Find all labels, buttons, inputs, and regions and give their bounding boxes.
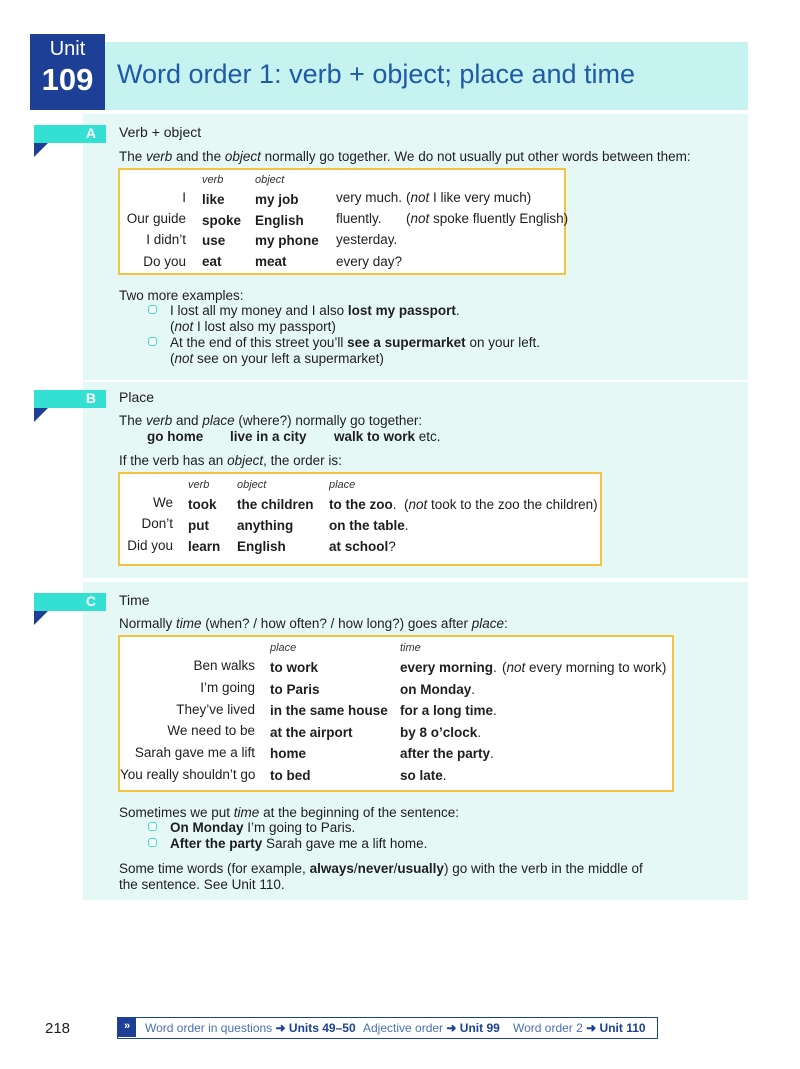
place-example-bold: walk to work bbox=[334, 429, 416, 444]
row-time bbox=[400, 768, 447, 783]
row-verb: like bbox=[202, 192, 225, 207]
row-note bbox=[502, 660, 666, 675]
text-run: (when? / how often? / how long?) goes after bbox=[201, 616, 472, 631]
text-run: . bbox=[442, 768, 447, 783]
title-bar bbox=[105, 42, 748, 110]
text-run: I lost also my passport) bbox=[193, 319, 336, 334]
cross-reference-bar bbox=[117, 1017, 658, 1039]
text-run: . bbox=[404, 518, 409, 533]
text-run: I’m going to Paris. bbox=[243, 820, 356, 835]
row-place bbox=[329, 518, 409, 533]
row-object: English bbox=[255, 213, 304, 228]
text-run: On Monday bbox=[170, 820, 244, 835]
section-a-marker bbox=[34, 143, 48, 157]
row-place bbox=[329, 497, 397, 512]
text-run: / bbox=[393, 861, 398, 876]
row-subject: You really shouldn’t go bbox=[120, 767, 256, 782]
section-c-heading: Time bbox=[119, 592, 150, 608]
text-run: . bbox=[477, 725, 482, 740]
row-place bbox=[329, 539, 396, 554]
text-run: usually bbox=[397, 861, 444, 876]
col-header-object: object bbox=[255, 174, 285, 186]
text-run: on your left. bbox=[465, 335, 540, 350]
section-a-tab: A bbox=[34, 125, 106, 143]
section-b-intro bbox=[119, 413, 422, 429]
footer-link-adjective-order[interactable] bbox=[363, 1021, 500, 1035]
text-run: on the table bbox=[329, 518, 405, 533]
row-note bbox=[406, 211, 568, 226]
row-subject: Don’t bbox=[141, 516, 173, 531]
closing-line bbox=[119, 861, 643, 877]
row-note bbox=[404, 497, 598, 512]
col-header-time: time bbox=[400, 642, 421, 654]
text-run: not bbox=[410, 190, 430, 205]
text-run: see a supermarket bbox=[347, 335, 466, 350]
row-place: in the same house bbox=[270, 703, 388, 718]
row-subject: I didn’t bbox=[146, 232, 186, 247]
text-run: place bbox=[202, 413, 235, 428]
text-run: verb bbox=[146, 413, 173, 428]
text-run: Normally bbox=[119, 616, 177, 631]
section-a-intro bbox=[119, 149, 691, 165]
row-subject: We need to be bbox=[167, 723, 255, 738]
text-run: ( bbox=[502, 660, 507, 675]
bullet-icon bbox=[148, 838, 157, 847]
row-subject: I’m going bbox=[200, 680, 255, 695]
text-run: to the zoo bbox=[329, 497, 393, 512]
footer-link-ref: ➜ Units 49–50 bbox=[275, 1021, 356, 1035]
row-time bbox=[400, 725, 481, 740]
row-verb: took bbox=[188, 497, 217, 512]
row-verb: learn bbox=[188, 539, 221, 554]
row-place: to work bbox=[270, 660, 319, 675]
row-time bbox=[400, 703, 497, 718]
text-run: ( bbox=[404, 497, 409, 512]
col-header-verb: verb bbox=[188, 479, 210, 491]
row-place: to Paris bbox=[270, 682, 320, 697]
row-verb: eat bbox=[202, 254, 222, 269]
example-line bbox=[170, 303, 460, 319]
text-run: not bbox=[174, 319, 194, 334]
section-b-marker bbox=[34, 408, 48, 422]
text-run: always bbox=[309, 861, 354, 876]
row-rest: fluently. bbox=[336, 211, 382, 226]
section-c-marker bbox=[34, 611, 48, 625]
example-line bbox=[170, 836, 427, 852]
place-example: go home bbox=[147, 429, 204, 444]
row-subject: Did you bbox=[127, 538, 173, 553]
text-run: not bbox=[408, 497, 428, 512]
example-line bbox=[170, 351, 384, 367]
row-rest: yesterday. bbox=[336, 232, 398, 247]
row-verb: spoke bbox=[202, 213, 242, 228]
section-c-table bbox=[118, 635, 674, 792]
section-b-tab: B bbox=[34, 390, 106, 408]
text-run: . bbox=[471, 682, 476, 697]
text-run: The bbox=[119, 413, 147, 428]
text-run: at the beginning of the sentence: bbox=[259, 805, 459, 820]
example-line bbox=[170, 335, 540, 351]
object-order-line bbox=[119, 453, 342, 469]
row-object: my phone bbox=[255, 233, 319, 248]
col-header-verb: verb bbox=[202, 174, 224, 186]
text-run: object bbox=[224, 149, 261, 164]
row-note bbox=[406, 190, 531, 205]
section-a-table bbox=[118, 168, 569, 275]
closing-line: the sentence. See Unit 110. bbox=[119, 877, 285, 892]
text-run: and bbox=[172, 413, 203, 428]
text-run: (where?) normally go together: bbox=[234, 413, 423, 428]
example-line bbox=[170, 319, 336, 335]
unit-number: 109 bbox=[41, 62, 94, 97]
row-subject: Do you bbox=[143, 254, 186, 269]
section-b-table bbox=[118, 472, 602, 566]
text-run: ? bbox=[388, 539, 396, 554]
row-object: my job bbox=[255, 192, 299, 207]
footer-link-text: Word order in questions bbox=[145, 1021, 273, 1035]
unit-label: Unit bbox=[49, 38, 86, 60]
bullet-icon bbox=[148, 822, 157, 831]
section-c-tab: C bbox=[34, 593, 106, 611]
row-object: anything bbox=[237, 518, 294, 533]
row-place: to bed bbox=[270, 768, 311, 783]
page-title: Word order 1: verb + object; place and time bbox=[117, 59, 636, 89]
text-run: ) go with the verb in the middle of bbox=[443, 861, 643, 876]
row-place: home bbox=[270, 746, 307, 761]
text-run: spoke fluently English) bbox=[429, 211, 569, 226]
text-run: normally go together. We do not usually put other words between them: bbox=[260, 149, 691, 164]
text-run: , the order is: bbox=[263, 453, 342, 468]
text-run: every morning to work) bbox=[525, 660, 667, 675]
text-run: I lost all my money and I also bbox=[170, 303, 348, 318]
text-run: . bbox=[493, 703, 497, 718]
footer-link-text: Word order 2 bbox=[513, 1021, 583, 1035]
row-subject: They’ve lived bbox=[176, 702, 255, 717]
col-header-object: object bbox=[237, 479, 267, 491]
text-run: for a long time bbox=[400, 703, 494, 718]
bullet-icon bbox=[148, 337, 157, 346]
place-example bbox=[334, 429, 441, 445]
text-run: At the end of this street you’ll bbox=[170, 335, 348, 350]
section-c-intro bbox=[119, 616, 508, 632]
text-run: ( bbox=[170, 351, 175, 366]
text-run: at school bbox=[329, 539, 389, 554]
text-run: ( bbox=[406, 211, 411, 226]
text-run: : bbox=[503, 616, 508, 631]
text-run: not bbox=[174, 351, 194, 366]
etc-text: etc. bbox=[415, 429, 441, 444]
row-verb: put bbox=[188, 518, 209, 533]
row-subject: Our guide bbox=[126, 211, 186, 226]
text-run: ( bbox=[406, 190, 411, 205]
text-run: verb bbox=[146, 149, 173, 164]
text-run: The bbox=[119, 149, 147, 164]
text-run: took to the zoo the children) bbox=[427, 497, 598, 512]
text-run: so late bbox=[400, 768, 443, 783]
time-first-line bbox=[119, 805, 459, 821]
text-run: . bbox=[392, 497, 397, 512]
unit-badge bbox=[30, 34, 105, 110]
row-object: English bbox=[237, 539, 286, 554]
row-place: at the airport bbox=[270, 725, 353, 740]
row-rest: very much. bbox=[336, 190, 403, 205]
footer-link-ref: ➜ Unit 110 bbox=[586, 1021, 646, 1035]
text-run: after the party bbox=[400, 746, 491, 761]
text-run: If the verb has an bbox=[119, 453, 228, 468]
text-run: ( bbox=[170, 319, 175, 334]
text-run: Sometimes we put bbox=[119, 805, 234, 820]
row-rest: every day? bbox=[336, 254, 403, 269]
text-run: on Monday bbox=[400, 682, 472, 697]
text-run: Sarah gave me a lift home. bbox=[262, 836, 428, 851]
row-time bbox=[400, 746, 494, 761]
text-run: not bbox=[410, 211, 430, 226]
col-header-place: place bbox=[329, 479, 356, 491]
bullet-icon bbox=[148, 305, 157, 314]
text-run: . bbox=[490, 746, 494, 761]
row-verb: use bbox=[202, 233, 226, 248]
place-example: live in a city bbox=[230, 429, 307, 444]
text-run: After the party bbox=[170, 836, 263, 851]
text-run: and the bbox=[172, 149, 225, 164]
text-run: object bbox=[227, 453, 264, 468]
text-run: not bbox=[506, 660, 526, 675]
text-run: time bbox=[176, 616, 202, 631]
text-run: I like very much) bbox=[429, 190, 532, 205]
more-examples-label: Two more examples: bbox=[119, 288, 244, 303]
text-run: lost my passport bbox=[347, 303, 456, 318]
text-run: . bbox=[455, 303, 460, 318]
example-line bbox=[170, 820, 355, 836]
double-arrow-icon: » bbox=[118, 1018, 136, 1037]
text-run: / bbox=[353, 861, 358, 876]
row-object: the children bbox=[237, 497, 314, 512]
row-time bbox=[400, 660, 497, 675]
text-run: every morning bbox=[400, 660, 494, 675]
page-number: 218 bbox=[45, 1020, 71, 1037]
text-run: never bbox=[357, 861, 394, 876]
text-run: Some time words (for example, bbox=[119, 861, 310, 876]
text-run: . bbox=[493, 660, 497, 675]
row-subject: Ben walks bbox=[193, 658, 255, 673]
text-run: by 8 o’clock bbox=[400, 725, 478, 740]
row-object: meat bbox=[255, 254, 287, 269]
row-subject: We bbox=[152, 495, 173, 510]
text-run: place bbox=[471, 616, 504, 631]
text-run: see on your left a supermarket) bbox=[193, 351, 384, 366]
col-header-place: place bbox=[270, 642, 297, 654]
text-run: time bbox=[233, 805, 260, 820]
footer-link-word-order-2[interactable] bbox=[513, 1021, 646, 1035]
row-subject: I bbox=[182, 190, 186, 205]
section-a-heading: Verb + object bbox=[119, 124, 202, 140]
row-subject: Sarah gave me a lift bbox=[134, 745, 255, 760]
row-time bbox=[400, 682, 475, 697]
section-b-heading: Place bbox=[119, 389, 155, 405]
footer-link-questions[interactable] bbox=[145, 1021, 356, 1035]
footer-link-text: Adjective order bbox=[363, 1021, 444, 1035]
footer-link-ref: ➜ Unit 99 bbox=[446, 1021, 500, 1035]
